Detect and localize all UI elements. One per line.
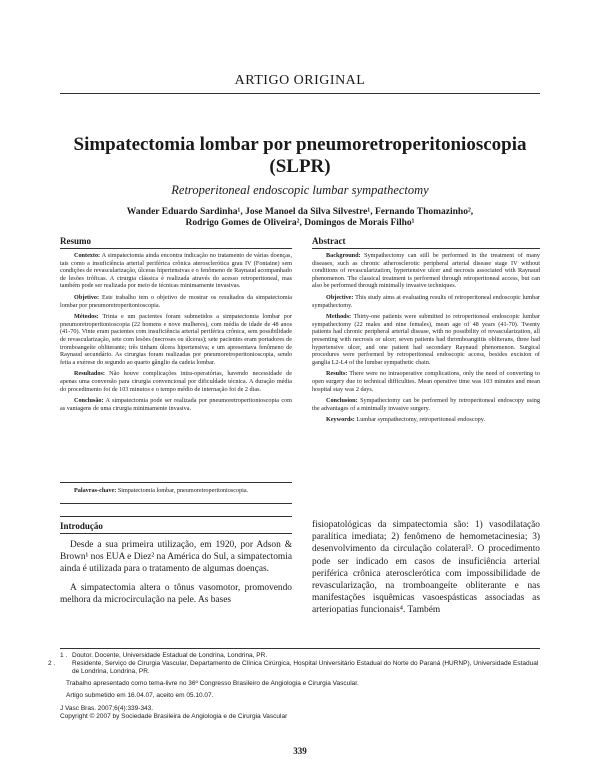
- copyright-line: Copyright © 2007 by Sociedade Brasileira de Angiologia e de Cirurgia Vascular: [60, 713, 288, 720]
- abstract-results: Results: There were no intraoperative complications, only the need of converting to open surgery due to technical difficulties. Mean operative time was 103 minutes and mean hospital stay was 2 days.: [312, 370, 540, 393]
- resumo-rule: [60, 248, 292, 249]
- abstract-body: [312, 252, 540, 428]
- abstract-conclusion: Conclusion: Sympathectomy can be performed by retroperitoneal endoscopy using the advantages of a minimally invasive surgery.: [312, 397, 540, 412]
- intro-paragraph-3: fisiopatológicas da simpatectomia são: 1) vasodilatação paralítica imediata; 2) fenômeno de hemometacinesia; 3) desenvolvimento da circulação colateral³. O procedimento pode ser indicado em casos de insuficiência arterial periférica crônica aterosclerótica com impossibilidade de revascularização, na tromboangeíte obliterante e nas manifestações isquêmicas vasoespásticas associadas as arteriopatias funcionais⁴. Também: [312, 520, 540, 616]
- abstract-background: Background: Sympathectomy can still be performed in the treatment of many diseases, such as chronic atherosclerotic peripheral arterial disease stage IV without conditions of revascularization, hypertensive ulcer and necrosis associated with Raynaud phenomenon. The classical treatment is performed through retroperitoneal access, but can also be performed through minimally invasive techniques.: [312, 252, 540, 290]
- intro-left-column: [60, 539, 292, 612]
- abstract-rule: [312, 248, 540, 249]
- resumo-resultados: Resultados: Não houve complicações intra-operatórias, havendo necessidade de apenas uma conversão para cirurgia convencional por dificuldade técnica. A duração média do procedimento foi de 103 minutos e o tempo médio de internação foi de 2 dias.: [60, 370, 292, 393]
- resumo-metodos: Métodos: Trinta e um pacientes foram submetidos a simpatectomia lombar por pneumoretroperitonioscopia (22 homens e nove mulheres), com média de idade de 48 anos (41-70). Vinte eram pacientes com insuficiência arterial periférica crônica, sem possibilidade de revascularização, sete com lesões (necroses ou úlceras); sete pacientes eram portadores de tromboangeíte obliterante; três tinham úlcera hipertensiva; e um apresentava fenômeno de Raynaud secundário. As cirurgias foram realizadas por pneumoretroperitonioscopia, sendo feita a exérese do segundo ao quarto gânglio da cadeia lombar.: [60, 313, 292, 366]
- abstract-objective: Objective: This study aims at evaluating results of retroperitoneal endoscopic lumbar sympathectomy.: [312, 293, 540, 309]
- page-number: 339: [293, 746, 307, 756]
- resumo-keywords: Palavras-chave: Simpatectomia lombar, pneumoretroperitonioscopia.: [74, 487, 249, 494]
- resumo-contexto: Contexto: A simpatectomia ainda encontra indicação no tratamento de várias doenças, tais como a insuficiência arterial periférica crônica aterosclerótica grau IV (Fontaine) sem condições de revascularização, úlceras hipertensivas e o fenômeno de Raynaud acompanhado de lesões tróficas. A cirurgia clássica é realizada através do acesso retroperitoneal, mas também pode ser realizada por meio de técnicas minimamente invasivas.: [60, 252, 292, 290]
- header-rule: [60, 93, 540, 94]
- article-subtitle: Retroperitoneal endoscopic lumbar sympathectomy: [171, 183, 429, 197]
- footnote-rule: [60, 648, 540, 649]
- intro-head-rule: [60, 533, 292, 534]
- resumo-conclusao: Conclusão: A simpatectomia pode ser realizada por pneumoretroperitonioscopia com as vantagens de uma cirurgia minimamente invasiva.: [60, 397, 292, 412]
- footnotes: [48, 652, 540, 721]
- footnote-2: 2 . Residente, Serviço de Cirurgia Vascular, Departamento de Clínica Cirúrgica, Hospital Universitário Estadual do Norte do Paraná (HURNP), Universidade Estadual de Londrina, Londrina, PR.: [48, 660, 539, 675]
- resumo-objetivo: Objetivo: Este trabalho tem o objetivo de mostrar os resultados da simpatectomia lombar por pneumoretroperitonioscopia.: [60, 293, 292, 309]
- resumo-kw-rule: [60, 482, 292, 483]
- abstract-methods: Methods: Thirty-one patients were submitted to retroperitoneal endoscopic lumbar sympathectomy (22 males and nine females), mean age of 48 years (41-70). Twenty patients had chronic peripheral arterial disease, with no possibility of revascularization, all presenting with necrosis or ulcer; seven patients had thromboangiitis obliterans, three had hypertensive ulcer, and one patient had secondary Raynaud phenomenon. Surgical procedures were performed by retroperitoneal endoscopic access, besides excision of ganglia L2-L4 of the lumbar sympathetic chain.: [312, 313, 540, 366]
- intro-right-column: [312, 519, 540, 623]
- section-label: ARTIGO ORIGINAL: [234, 73, 366, 88]
- abstract-heading: Abstract: [312, 236, 346, 246]
- intro-heading: Introdução: [60, 521, 103, 531]
- intro-paragraph-2: A simpatectomia altera o tônus vasomotor, promovendo melhora da microcirculação na pele. As bases: [60, 582, 292, 605]
- resumo-heading: Resumo: [60, 236, 91, 246]
- authors-line-2: Rodrigo Gomes de Oliveira², Domingos de Morais Filho¹: [185, 218, 415, 228]
- authors: [60, 207, 540, 229]
- article-title: Simpatectomia lombar por pneumoretroperitonioscopia (SLPR): [73, 134, 527, 177]
- journal-citation: J Vasc Bras. 2007;6(4):339-343.: [60, 705, 154, 712]
- intro-top-rule: [60, 516, 292, 517]
- authors-line-1: Wander Eduardo Sardinha¹, Jose Manoel da Silva Silvestre¹, Fernando Thomazinho²,: [126, 207, 474, 217]
- resumo-body: [60, 252, 292, 416]
- presented-note: Trabalho apresentado como tema-livre no 36º Congresso Brasileiro de Angiologia e Cirurgia Vascular.: [66, 680, 359, 687]
- resumo-bottom-rule: [60, 503, 292, 504]
- abstract-keywords: Keywords: Lumbar sympathectomy, retroperitoneal endoscopy.: [326, 416, 485, 424]
- intro-paragraph-1: Desde a sua primeira utilização, em 1920, por Adson & Brown¹ nos EUA e Diez² na América do Sul, a simpatectomia ainda é utilizada para o tratamento de algumas doenças.: [60, 540, 292, 575]
- submitted-note: Artigo submetido em 16.04.07, aceito em 05.10.07.: [66, 692, 214, 699]
- footnote-1: 1 . Doutor. Docente, Universidade Estadual de Londrina, Londrina, PR.: [60, 652, 268, 659]
